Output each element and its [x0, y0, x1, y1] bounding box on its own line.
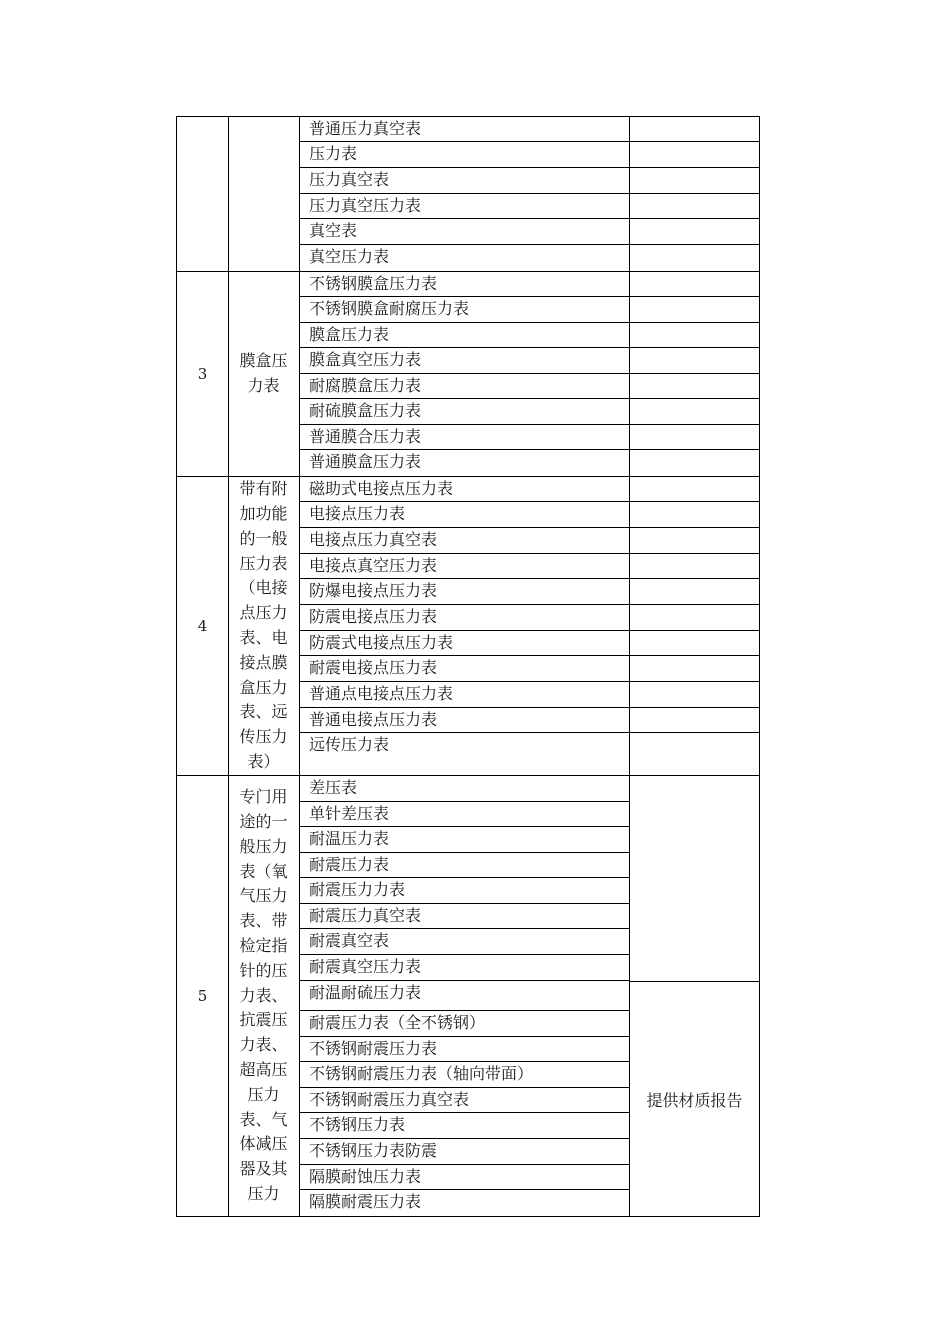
list-item: 耐震真空表: [300, 929, 629, 955]
table-section: [177, 117, 759, 272]
section-category: [228, 117, 300, 271]
list-item: 耐震电接点压力表: [300, 656, 629, 682]
section-items: [300, 272, 630, 476]
section-items: [300, 117, 630, 271]
note-column: [630, 272, 759, 476]
note-column: [630, 776, 759, 1216]
section-number: 4: [177, 477, 229, 775]
list-item: 差压表: [300, 776, 629, 802]
note-column: [630, 117, 759, 271]
list-item: 电接点压力表: [300, 502, 629, 528]
list-item: 压力真空压力表: [300, 194, 629, 219]
list-item: 膜盒真空压力表: [300, 348, 629, 374]
section-number: 3: [177, 272, 229, 476]
material-report-note: 提供材质报告: [630, 981, 759, 1217]
list-item: 不锈钢膜盒耐腐压力表: [300, 297, 629, 323]
list-item: 防震电接点压力表: [300, 605, 629, 631]
list-item: 防爆电接点压力表: [300, 579, 629, 605]
section-number: [177, 117, 229, 271]
section-number: 5: [177, 776, 229, 1216]
list-item: 不锈钢膜盒压力表: [300, 272, 629, 297]
list-item: 耐震真空压力表: [300, 955, 629, 981]
list-item: 不锈钢耐震压力真空表: [300, 1088, 629, 1113]
table-section: [177, 776, 759, 1216]
list-item: 压力真空表: [300, 168, 629, 194]
list-item: 耐硫膜盒压力表: [300, 399, 629, 425]
section-category: 带有附加功能的一般压力表（电接点压力表、电接点膜盒压力表、远传压力表）: [228, 477, 300, 775]
list-item: 真空压力表: [309, 247, 390, 266]
list-item: 不锈钢耐震压力表: [300, 1037, 629, 1062]
list-item: 防震式电接点压力表: [300, 631, 629, 656]
list-item: 不锈钢压力表防震: [300, 1139, 629, 1165]
list-item: 电接点真空压力表: [300, 554, 629, 579]
list-item: 耐震压力真空表: [300, 904, 629, 929]
list-item: 耐腐膜盒压力表: [300, 374, 629, 399]
pressure-gauge-table: [176, 116, 760, 1217]
table-section: [177, 272, 759, 477]
list-item: 压力表: [300, 142, 629, 168]
list-item: 膜盒压力表: [300, 323, 629, 348]
section-category: 专门用途的一般压力表（氧气压力表、带检定指针的压力表、抗震压力表、超高压压力表、气体减压器及其压力: [228, 776, 300, 1216]
section-category: 膜盒压力表: [228, 272, 300, 476]
list-item: 普通点电接点压力表: [300, 682, 629, 708]
list-item: 耐震压力表（全不锈钢）: [300, 1011, 629, 1037]
list-item: 真空表: [300, 219, 629, 245]
note-column: [630, 477, 759, 775]
section-items: [300, 477, 630, 775]
list-item: 单针差压表: [300, 802, 629, 827]
list-item: 不锈钢压力表: [300, 1113, 629, 1139]
list-item: 不锈钢耐震压力表（轴向带面）: [300, 1062, 629, 1088]
list-item: 磁助式电接点压力表: [300, 477, 629, 502]
list-item: 普通膜盒压力表: [309, 452, 422, 471]
list-item: 耐震压力力表: [300, 878, 629, 904]
list-item: 耐震压力表: [300, 853, 629, 878]
list-item: 普通电接点压力表: [300, 708, 629, 733]
table-section: [177, 477, 759, 776]
list-item: 普通压力真空表: [300, 117, 629, 142]
section-items: [300, 776, 630, 1216]
list-item: 耐温耐硫压力表: [300, 981, 629, 1011]
list-item: 隔膜耐震压力表: [309, 1192, 422, 1211]
list-item: 隔膜耐蚀压力表: [300, 1165, 629, 1190]
list-item: 远传压力表: [309, 735, 390, 754]
list-item: 电接点压力真空表: [300, 528, 629, 554]
list-item: 普通膜合压力表: [300, 425, 629, 450]
list-item: 耐温压力表: [300, 827, 629, 853]
